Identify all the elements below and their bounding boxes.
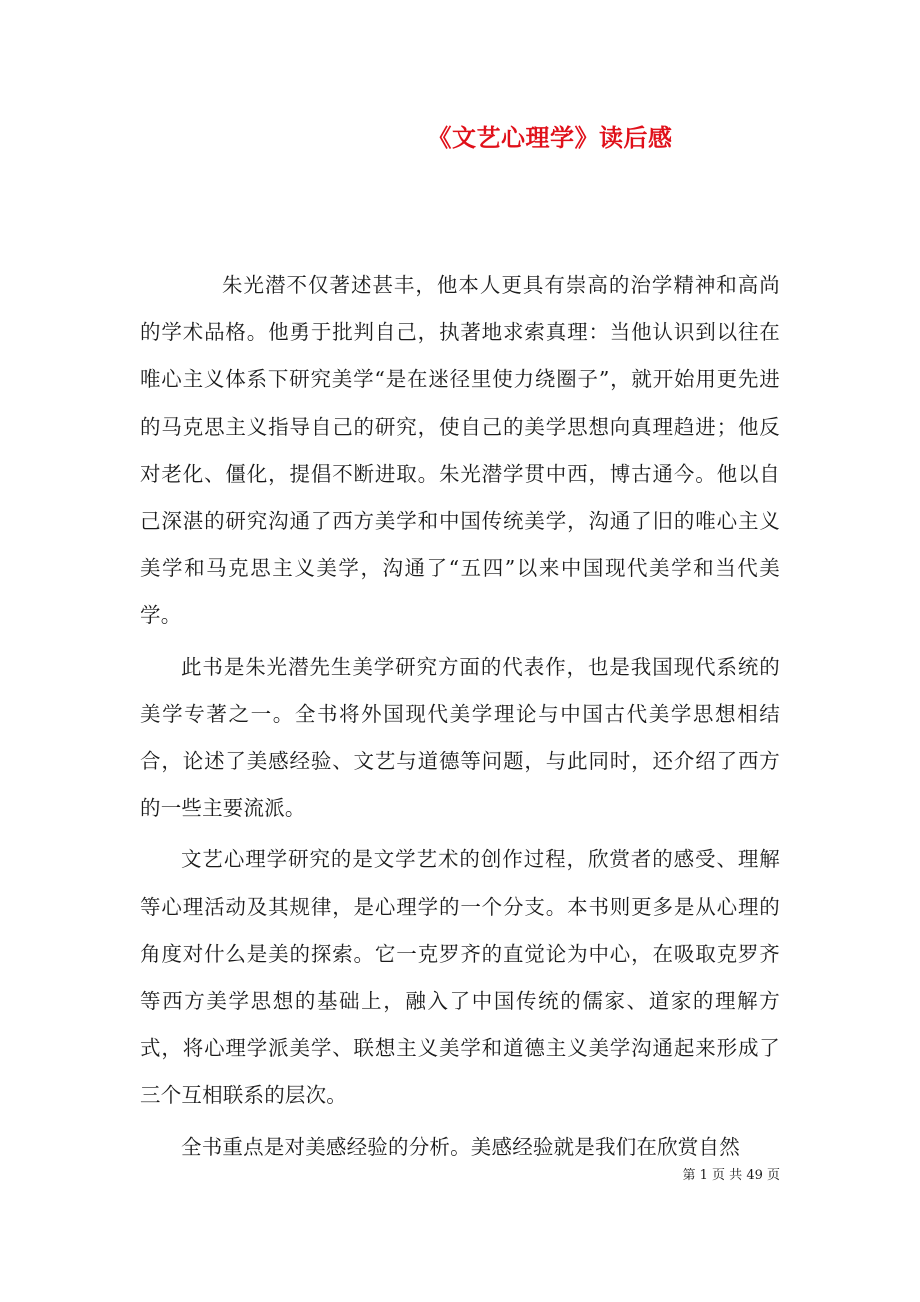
document-body (140, 262, 780, 1175)
paragraph-2: 此书是朱光潜先生美学研究方面的代表作，也是我国现代系统的美学专著之一。全书将外国现代美学理论与中国古代美学思想相结合，论述了美感经验、文艺与道德等问题，与此同时，还介绍了西方的一些主要流派。 (140, 654, 780, 821)
paragraph-4: 全书重点是对美感经验的分析。美感经验就是我们在欣赏自然 (181, 1134, 740, 1159)
page-number-label: 第 1 页 共 49 页 (682, 1168, 780, 1183)
paragraph-1: 朱光潜不仅著述甚丰，他本人更具有崇高的治学精神和高尚的学术品格。他勇于批判自己，执著地求索真理：当他认识到以往在唯心主义体系下研究美学“是在迷径里使力绕圈子”，就开始用更先进的马克思主义指导自己的研究，使自己的美学思想向真理趋进；他反对老化、僵化，提倡不断进取。朱光潜学贯中西，博古通今。他以自己深湛的研究沟通了西方美学和中国传统美学，沟通了旧的唯心主义美学和马克思主义美学，沟通了“五四”以来中国现代美学和当代美学。 (140, 273, 780, 628)
paragraph-3: 文艺心理学研究的是文学艺术的创作过程，欣赏者的感受、理解等心理活动及其规律，是心理学的一个分支。本书则更多是从心理的角度对什么是美的探索。它一克罗齐的直觉论为中心，在吸取克罗齐等西方美学思想的基础上，融入了中国传统的儒家、道家的理解方式，将心理学派美学、联想主义美学和道德主义美学沟通起来形成了三个互相联系的层次。 (140, 847, 780, 1108)
page-number-footer (640, 1164, 780, 1183)
document-title: 《文艺心理学》读后感 (427, 124, 673, 152)
